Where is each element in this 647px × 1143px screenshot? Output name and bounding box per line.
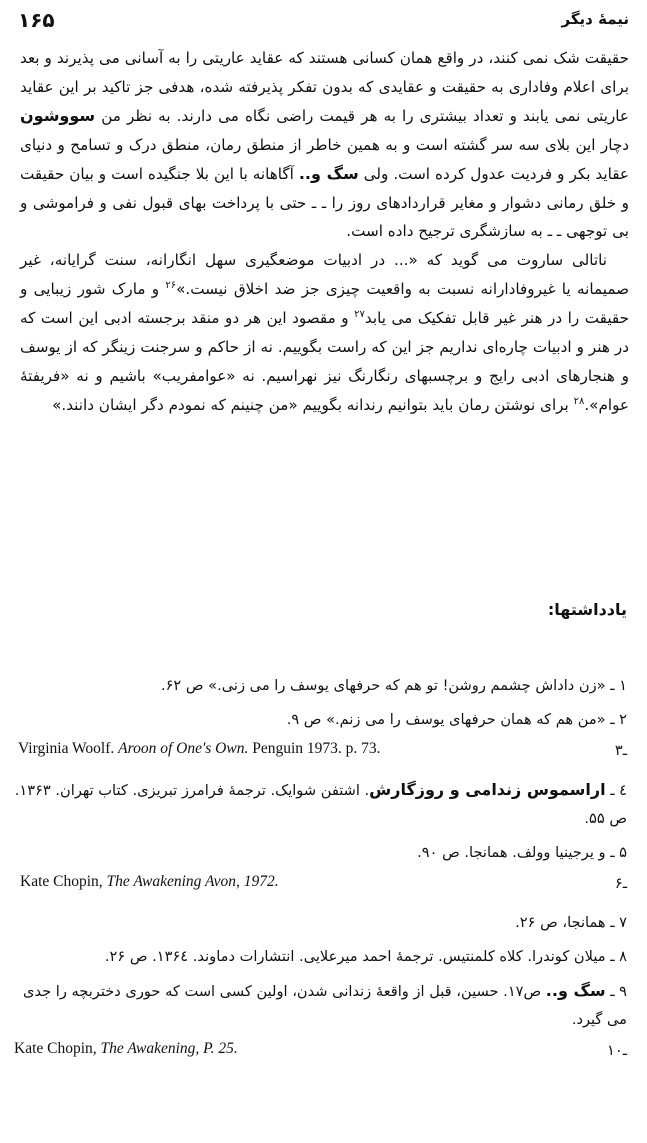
paragraph-1-text-b: دچار این بلای سه سر گشته است و به همین خاطر از منطق رمان، منطق درک و تسامح و دنیای عقاید بکر و فردیت عدول کرده است. ولی bbox=[20, 135, 629, 183]
note-number: ۵ ـ bbox=[610, 844, 627, 861]
footnote-ref-26[interactable]: ۲۶ bbox=[165, 280, 177, 292]
note-text: . اشتفن شوایک. ترجمهٔ فرامرز تبریزی. کتاب تهران. ۱۳۶۳. ص ۵۵. bbox=[14, 782, 627, 827]
note-number: ۹ ـ bbox=[610, 983, 627, 1000]
notes-list bbox=[14, 672, 627, 1076]
note-9 bbox=[14, 977, 627, 1034]
citation-rest: Penguin 1973. p. 73. bbox=[252, 740, 381, 757]
citation-title: The Awakening, P. 25. bbox=[100, 1040, 238, 1057]
note-book-title: اراسموس زندامی و روزگارش bbox=[369, 780, 606, 799]
running-title: نیمهٔ دیگر bbox=[561, 10, 629, 28]
paragraph-2-text-c: و مقصود این هر دو منقد برجسته ادبی این است که در هنر و ادبیات چاره‌ای نداریم جز این که راست بگوییم. نه از حاکم و سرجنت زینگر که از یوسف و هنجارهای ادبی رایج و برچسبهای رنگارنگ نیز نهراسیم. نه «عوامفریب» باشیم و نه «فریفتهٔ عوام». bbox=[20, 309, 629, 414]
note-book-title: سگ و.. bbox=[545, 981, 606, 1000]
note-6 bbox=[14, 873, 627, 901]
note-2 bbox=[14, 706, 627, 734]
note-text: «من هم که همان حرفهای یوسف را می زنم.» ص ۹. bbox=[286, 711, 606, 728]
citation-author: Kate Chopin, bbox=[14, 1040, 97, 1057]
citation-author: Virginia Woolf. bbox=[18, 740, 115, 757]
note-number: ـ۶ bbox=[614, 875, 627, 892]
note-5 bbox=[14, 839, 627, 867]
note-number: ۸ ـ bbox=[610, 948, 627, 965]
note-latin-citation bbox=[20, 873, 279, 891]
footnote-ref-27[interactable]: ۲۷ bbox=[354, 309, 365, 321]
note-latin-citation bbox=[18, 740, 381, 758]
note-1 bbox=[14, 672, 627, 700]
paragraph-2-text-d: برای نوشتن رمان باید بتوانیم رندانه بگوییم «من چنینم که نمودم دگر ایشان دانند.» bbox=[52, 395, 574, 414]
book-title-suvashun: سووشون bbox=[20, 105, 96, 125]
note-text: همانجا، ص ۲۶. bbox=[515, 914, 606, 931]
note-number: ـ۳ bbox=[614, 742, 627, 759]
paragraph-2 bbox=[20, 246, 629, 419]
book-title-sag: سگ و.. bbox=[298, 163, 359, 183]
note-7 bbox=[14, 909, 627, 937]
note-10 bbox=[14, 1040, 627, 1068]
note-latin-citation bbox=[14, 1040, 238, 1058]
note-number: ٤ ـ bbox=[610, 782, 627, 799]
paragraph-1-text-a: حقیقت شک نمی کنند، در واقع همان کسانی هستند که عقاید عاریتی را به آسانی می پذیرند و بعد برای اعلام وفاداری به حقیقت و عقایدی که بدون تفکر پذیرفته شده، هدفی جز تاکید بر این عقاید عاریتی نمی یابند و تعداد بیشتری را به هر قیمت راضی نگاه می دارند. به نظر من bbox=[20, 49, 629, 125]
paragraph-1 bbox=[20, 44, 629, 246]
note-text: ص۱۷. حسین، قبل از واقعهٔ زندانی شدن، اولین کسی است که حوری دختربچه را جدی می گیرد. bbox=[23, 983, 627, 1028]
body-text bbox=[20, 44, 629, 420]
note-number: ـ۱۰ bbox=[607, 1042, 627, 1059]
citation-title: Aroon of One's Own. bbox=[118, 740, 249, 757]
citation-author: Kate Chopin, bbox=[20, 873, 103, 890]
paragraph-2-text-b: و مارک شور زیبایی و حقیقت را در هنر غیر قابل تفکیک می یابد bbox=[20, 280, 629, 328]
citation-title: The Awakening Avon, 1972. bbox=[106, 873, 279, 890]
paragraph-2-text-a: ناتالی ساروت می گوید که «... در ادبیات موضعگیری سهل انگارانه، سنت گرایانه، غیر صمیمانه یا غیروفادارانه نسبت به واقعیت چیزی جز ضد اخلاق نیست.» bbox=[20, 251, 629, 299]
footnote-ref-28[interactable]: ۲۸ bbox=[573, 395, 585, 407]
note-3 bbox=[14, 740, 627, 768]
paragraph-1-text-c: آگاهانه با این بلا جنگیده است و بیان حقیقت و خلق رمانی دشوار و مغایر قراردادهای روز را ـ ـ حتی با پرداخت بهای قبول نفی و فراموشی و بی توجهی ـ ـ به سازشگری ترجیح داده است. bbox=[20, 164, 629, 241]
note-number: ۷ ـ bbox=[610, 914, 627, 931]
note-8 bbox=[14, 943, 627, 971]
page-header bbox=[18, 8, 629, 38]
note-number: ۱ ـ bbox=[610, 677, 627, 694]
page-number: ۱۶۵ bbox=[18, 8, 55, 32]
notes-heading: یادداشتها: bbox=[547, 600, 627, 619]
note-4 bbox=[14, 776, 627, 833]
note-text: و یرجینیا وولف. همانجا. ص ۹۰. bbox=[417, 844, 606, 861]
note-number: ۲ ـ bbox=[610, 711, 627, 728]
note-text: «زن داداش چشمم روشن! تو هم که حرفهای یوسف را می زنی.» ص ۶۲. bbox=[160, 677, 606, 694]
note-text: میلان کوندرا. کلاه کلمنتیس. ترجمهٔ احمد میرعلایی. انتشارات دماوند. ۱۳۶٤. ص ۲۶. bbox=[104, 948, 606, 965]
